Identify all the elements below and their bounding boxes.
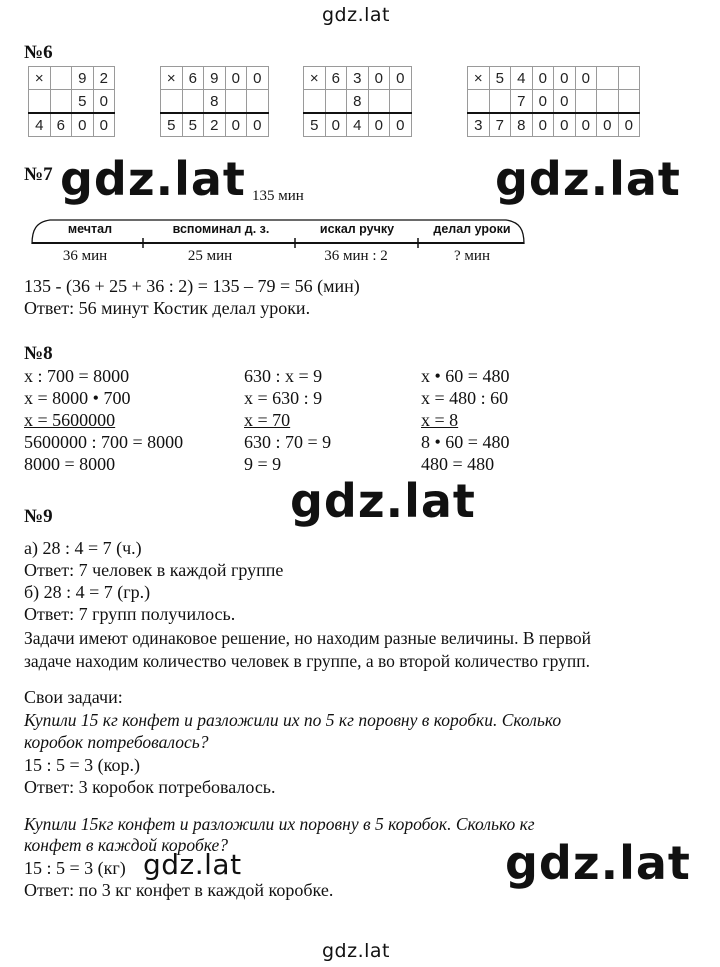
segment-label-homework: делал уроки xyxy=(433,222,511,236)
grid-cell xyxy=(368,90,390,114)
grid-cell xyxy=(161,90,183,114)
equation-line: x • 60 = 480 xyxy=(421,366,510,386)
grid-cell xyxy=(50,90,72,114)
grid-cell: 0 xyxy=(390,113,412,137)
grid-cell: 0 xyxy=(532,67,554,90)
grid-cell xyxy=(489,90,511,114)
grid-cell: 5 xyxy=(182,113,204,137)
own-task-b-answer: Ответ: по 3 кг конфет в каждой коробке. xyxy=(24,880,334,900)
watermark-bottom-left: gdz.lat xyxy=(143,848,242,881)
task9-line: а) 28 : 4 = 7 (ч.) xyxy=(24,538,142,558)
grid-cell: 4 xyxy=(511,67,533,90)
grid-cell xyxy=(468,90,490,114)
multiplication-grid-1 xyxy=(28,66,115,137)
watermark-footer: gdz.lat xyxy=(322,940,391,962)
watermark-bottom-right: gdz.lat xyxy=(505,836,691,890)
grid-cell: 0 xyxy=(390,67,412,90)
grid-cell xyxy=(597,67,619,90)
grid-cell: 9 xyxy=(72,67,94,90)
task8-header: №8 xyxy=(24,343,53,364)
grid-cell: 0 xyxy=(247,113,269,137)
own-task-a-text: коробок потребовалось? xyxy=(24,732,209,752)
task9-line: Ответ: 7 человек в каждой группе xyxy=(24,560,284,580)
grid-cell: 5 xyxy=(304,113,326,137)
grid-cell: 0 xyxy=(532,113,554,137)
grid-cell: 8 xyxy=(347,90,369,114)
equation-check: 630 : 70 = 9 xyxy=(244,432,332,452)
grid-cell xyxy=(247,90,269,114)
grid-cell: 7 xyxy=(511,90,533,114)
grid-cell: 0 xyxy=(575,67,597,90)
grid-cell: 5 xyxy=(489,67,511,90)
equation-line: 630 : x = 9 xyxy=(244,366,323,386)
grid-cell: 0 xyxy=(325,113,347,137)
grid-cell: 4 xyxy=(347,113,369,137)
equation-check: 8 • 60 = 480 xyxy=(421,432,510,452)
grid-cell xyxy=(618,67,640,90)
grid-cell: 0 xyxy=(575,113,597,137)
grid-cell xyxy=(325,90,347,114)
multiplication-grid-3 xyxy=(303,66,412,137)
own-task-b-solution: 15 : 5 = 3 (кг) xyxy=(24,858,126,878)
equation-line: x : 700 = 8000 xyxy=(24,366,130,386)
task6-header: №6 xyxy=(24,42,53,63)
equation-result: x = 5600000 xyxy=(24,410,116,430)
own-task-a-text: Купили 15 кг конфет и разложили их по 5 кг поровну в коробки. Сколько xyxy=(24,710,562,730)
grid-cell: 2 xyxy=(204,113,226,137)
task9-line: Ответ: 7 групп получилось. xyxy=(24,604,236,624)
grid-cell xyxy=(597,90,619,114)
grid-cell xyxy=(390,90,412,114)
grid-cell: 0 xyxy=(225,67,247,90)
grid-cell: 0 xyxy=(532,90,554,114)
equation-result: x = 70 xyxy=(244,410,291,430)
grid-cell: × xyxy=(29,67,51,90)
grid-cell: × xyxy=(304,67,326,90)
watermark-left: gdz.lat xyxy=(60,152,246,206)
segment-value-recall: 25 мин xyxy=(187,248,233,264)
watermark-center: gdz.lat xyxy=(290,474,476,528)
grid-cell: 0 xyxy=(72,113,94,137)
segment-label-pen: искал ручку xyxy=(319,222,395,236)
segment-value-dream: 36 мин xyxy=(62,248,108,264)
equation-check: 5600000 : 700 = 8000 xyxy=(24,432,184,452)
task7-header: №7 xyxy=(24,164,53,185)
grid-cell: 8 xyxy=(511,113,533,137)
grid-cell: 7 xyxy=(489,113,511,137)
grid-cell: × xyxy=(161,67,183,90)
grid-cell: 0 xyxy=(368,113,390,137)
own-task-b-text: Купили 15кг конфет и разложили их поровну в 5 коробок. Сколько кг xyxy=(24,814,535,834)
grid-cell: 3 xyxy=(347,67,369,90)
equation-check: 8000 = 8000 xyxy=(24,454,116,474)
grid-cell xyxy=(29,90,51,114)
grid-cell: 5 xyxy=(72,90,94,114)
grid-cell: 0 xyxy=(93,113,115,137)
grid-cell: 0 xyxy=(554,90,576,114)
grid-cell: 0 xyxy=(618,113,640,137)
grid-cell: 0 xyxy=(247,67,269,90)
grid-cell xyxy=(575,90,597,114)
grid-cell: 8 xyxy=(204,90,226,114)
equation-line: x = 630 : 9 xyxy=(244,388,323,408)
grid-cell xyxy=(182,90,204,114)
grid-cell: 0 xyxy=(225,113,247,137)
task9-paragraph: Задачи имеют одинаковое решение, но находим разные величины. В первой xyxy=(24,628,592,648)
grid-cell xyxy=(618,90,640,114)
grid-cell: 2 xyxy=(93,67,115,90)
equation-line: x = 8000 • 700 xyxy=(24,388,131,408)
grid-cell xyxy=(225,90,247,114)
task7-answer: Ответ: 56 минут Костик делал уроки. xyxy=(24,298,311,318)
segment-value-pen: 36 мин : 2 xyxy=(324,248,388,264)
watermark-right: gdz.lat xyxy=(495,152,681,206)
grid-cell xyxy=(304,90,326,114)
segment-label-dream: мечтал xyxy=(67,222,113,236)
grid-cell: 4 xyxy=(29,113,51,137)
diagram-total-label: 135 мин xyxy=(252,188,304,204)
equation-result: x = 8 xyxy=(421,410,459,430)
grid-cell: 6 xyxy=(50,113,72,137)
grid-cell: 0 xyxy=(93,90,115,114)
grid-cell: 6 xyxy=(325,67,347,90)
own-task-a-answer: Ответ: 3 коробок потребовалось. xyxy=(24,777,276,797)
grid-cell: 0 xyxy=(368,67,390,90)
own-tasks-title: Свои задачи: xyxy=(24,687,123,707)
grid-cell: 0 xyxy=(554,113,576,137)
own-task-b-text: конфет в каждой коробке? xyxy=(24,835,229,855)
equation-check: 480 = 480 xyxy=(421,454,495,474)
task7-solution: 135 - (36 + 25 + 36 : 2) = 135 – 79 = 56 (мин) xyxy=(24,276,360,296)
task9-paragraph: задаче находим количество человек в группе, а во второй количество групп. xyxy=(24,651,590,671)
own-task-a-solution: 15 : 5 = 3 (кор.) xyxy=(24,755,140,775)
segment-label-recall: вспоминал д. з. xyxy=(172,222,270,236)
task9-header: №9 xyxy=(24,506,53,527)
watermark-top: gdz.lat xyxy=(322,4,391,26)
segment-value-homework: ? мин xyxy=(454,248,490,264)
grid-cell: 3 xyxy=(468,113,490,137)
grid-cell: 6 xyxy=(182,67,204,90)
equation-line: x = 480 : 60 xyxy=(421,388,509,408)
grid-cell xyxy=(50,67,72,90)
grid-cell: 0 xyxy=(597,113,619,137)
grid-cell: 9 xyxy=(204,67,226,90)
grid-cell: × xyxy=(468,67,490,90)
grid-cell: 0 xyxy=(554,67,576,90)
multiplication-grid-4 xyxy=(467,66,640,137)
grid-cell: 5 xyxy=(161,113,183,137)
equation-check: 9 = 9 xyxy=(244,454,282,474)
multiplication-grid-2 xyxy=(160,66,269,137)
task9-line: б) 28 : 4 = 7 (гр.) xyxy=(24,582,151,602)
